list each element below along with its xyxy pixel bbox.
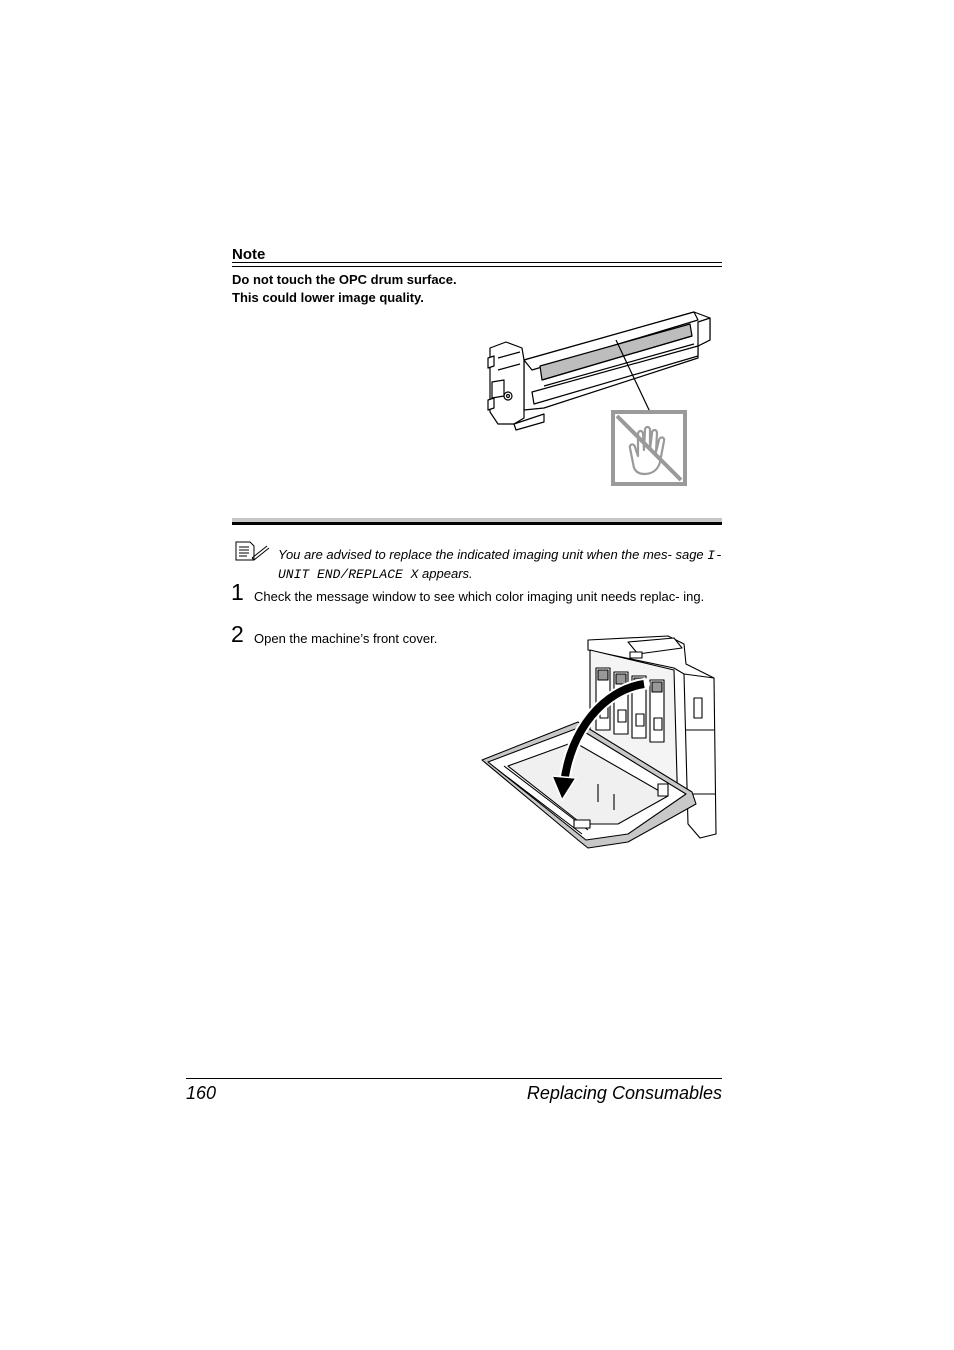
note-text: Do not touch the OPC drum surface. This could lower image quality. (232, 272, 457, 305)
note-top-rule-2 (232, 266, 722, 267)
note-top-rule (232, 262, 722, 263)
note-heading: Note (232, 246, 266, 263)
tip-text (278, 546, 724, 584)
step-2-text: Open the machine’s front cover. (254, 631, 438, 646)
tip-text-before: You are advised to replace the indicated imaging unit when the mes- sage (278, 547, 708, 562)
page-number: 160 (186, 1083, 217, 1103)
note-bottom-rule (232, 522, 722, 525)
note-pencil-icon (234, 540, 270, 562)
printer-front-cover-illustration (478, 634, 718, 856)
imaging-unit-illustration (484, 300, 724, 490)
tip-code: I-UNIT END/REPLACE X (278, 548, 723, 582)
step-1-number: 1 (231, 579, 244, 605)
section-title: Replacing Consumables (526, 1083, 722, 1103)
tip-text-after: appears. (418, 566, 473, 581)
step-1-text: Check the message window to see which color imaging unit needs replac- ing. (254, 589, 705, 604)
step-2-number: 2 (231, 621, 244, 647)
footer-rule (186, 1078, 722, 1079)
no-touch-hand-icon (613, 412, 685, 484)
